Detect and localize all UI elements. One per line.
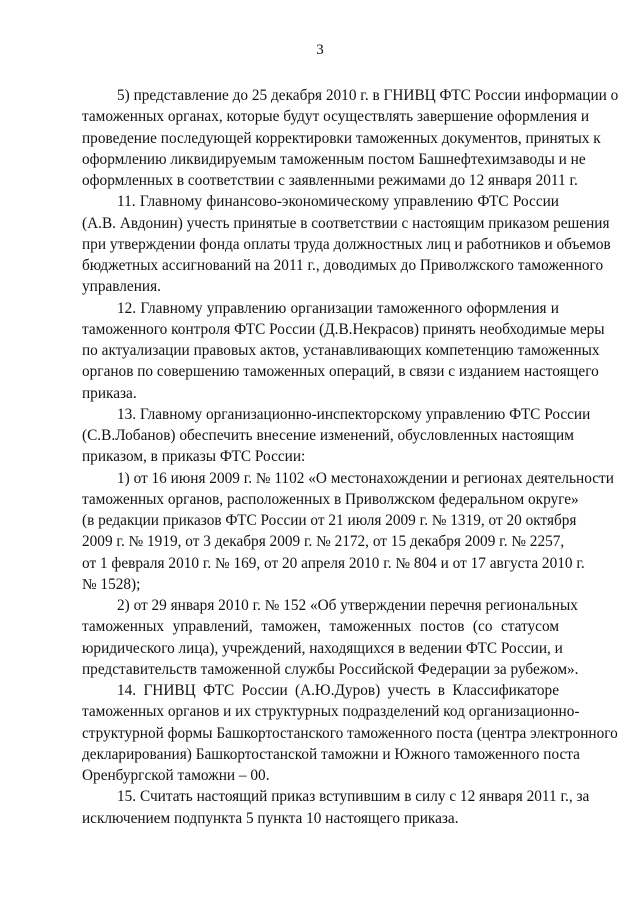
text-line: № 1528);	[82, 575, 141, 593]
text-line: 12. Главному управлению организации таможенного оформления и	[117, 299, 559, 317]
text-line: исключением подпункта 5 пункта 10 настоящего приказа.	[82, 809, 459, 827]
text-line: декларирования) Башкортостанской таможни и Южного таможенного поста	[82, 745, 580, 763]
text-line: Оренбургской таможни – 00.	[82, 767, 270, 784]
text-line: по актуализации правовых актов, устанавливающих компетенцию таможенных	[82, 342, 600, 359]
text-line: приказом, в приказы ФТС России:	[82, 448, 306, 466]
paragraph	[82, 468, 614, 596]
text-line: юридического лица), учреждений, находящихся в ведении ФТС России, и	[82, 639, 563, 657]
text-line: бюджетных ассигнований на 2011 г., доводимых до Приволжского таможенного	[82, 257, 604, 274]
text-line: (А.В. Авдонин) учесть принятые в соответствии с настоящим приказом решения	[82, 214, 610, 232]
text-line: 5) представление до 25 декабря 2010 г. в ГНИВЦ ФТС России информации о	[117, 87, 619, 104]
text-line: 13. Главному организационно-инспекторскому управлению ФТС России	[117, 405, 591, 423]
text-line: (в редакции приказов ФТС России от 21 июля 2009 г. № 1319, от 20 октября	[82, 512, 577, 529]
paragraph	[82, 85, 619, 191]
text-line: 11. Главному финансово-экономическому управлению ФТС России	[117, 193, 559, 211]
text-line: 2009 г. № 1919, от 3 декабря 2009 г. № 2172, от 15 декабря 2009 г. № 2257,	[82, 533, 565, 551]
text-line: оформлению ликвидируемым таможенным постом Башнефтехимзаводы и не	[82, 150, 586, 168]
paragraph	[82, 191, 611, 297]
text-line: структурной формы Башкортостанского таможенного поста (центра электронного	[82, 724, 618, 742]
text-line: 2) от 29 января 2010 г. № 152 «Об утверждении перечня региональных	[117, 597, 578, 614]
text-line: управления.	[82, 278, 161, 296]
text-line: (С.В.Лобанов) обеспечить внесение изменений, обусловленных настоящим	[82, 427, 574, 444]
text-line: таможенных органов, расположенных в Приволжском федеральном округе»	[82, 490, 579, 508]
paragraph	[82, 786, 590, 829]
document-body	[82, 85, 619, 829]
text-line: 15. Считать настоящий приказ вступившим в силу с 12 января 2011 г., за	[117, 788, 590, 806]
paragraph	[82, 680, 618, 786]
text-line: приказа.	[82, 384, 137, 402]
text-line: таможенных органов и их структурных подразделений код организационно-	[82, 703, 580, 721]
paragraph	[82, 298, 605, 404]
text-line: 14. ГНИВЦ ФТС России (А.Ю.Дуров) учесть в Классификаторе	[117, 682, 559, 699]
text-line: проведение последующей корректировки таможенных документов, принятых к	[82, 129, 601, 147]
text-line: таможенных управлений, таможен, таможенных постов (со статусом	[82, 618, 559, 636]
text-line: таможенных органах, которые будут осуществлять завершение оформления и	[82, 108, 590, 126]
text-line: представительств таможенной службы Российской Федерации за рубежом».	[82, 660, 579, 678]
text-line: от 1 февраля 2010 г. № 169, от 20 апреля 2010 г. № 804 и от 17 августа 2010 г.	[82, 554, 585, 572]
page-number: 3	[316, 42, 324, 58]
text-line: 1) от 16 июня 2009 г. № 1102 «О местонахождении и регионах деятельности	[117, 469, 614, 487]
paragraph	[82, 404, 591, 468]
text-line: при утверждении фонда оплаты труда должностных лиц и работников и объемов	[82, 235, 611, 253]
text-line: органов по совершению таможенных операций, в связи с изданием настоящего	[82, 363, 599, 381]
paragraph	[82, 595, 579, 680]
text-line: оформленных в соответствии с заявленными режимами до 12 января 2011 г.	[82, 172, 578, 189]
text-line: таможенного контроля ФТС России (Д.В.Некрасов) принять необходимые меры	[82, 320, 605, 338]
